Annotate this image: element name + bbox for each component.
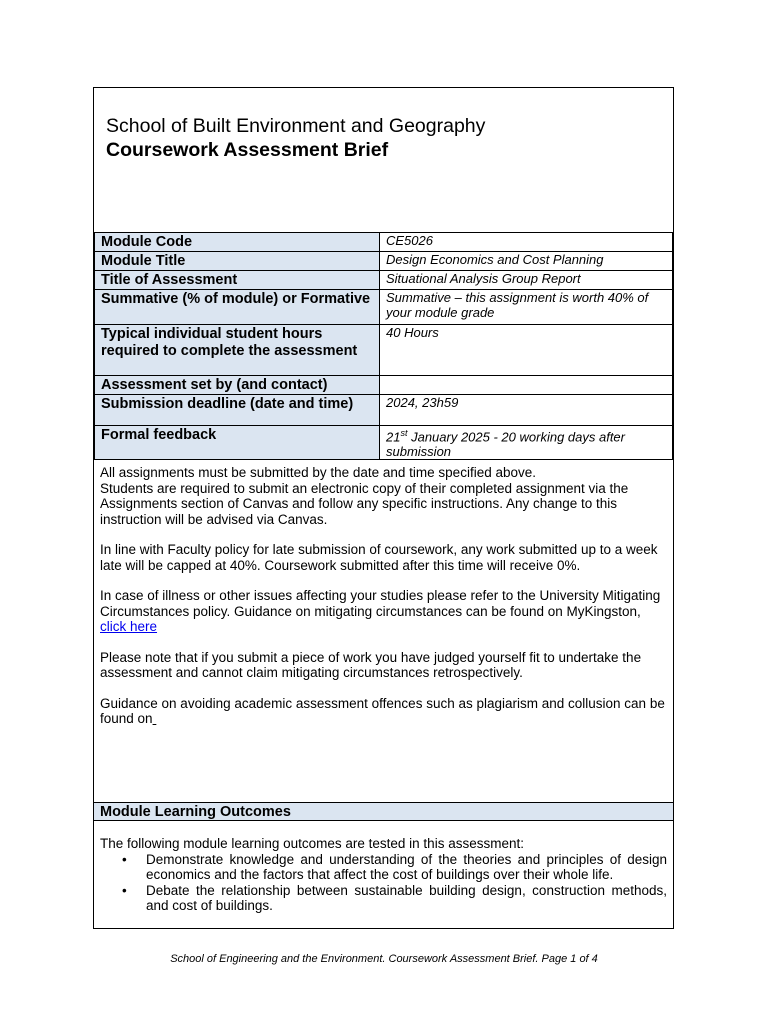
mitigating-paragraph <box>100 588 665 635</box>
row-value: CE5026 <box>380 233 673 252</box>
deadline-note: All assignments must be submitted by the date and time specified above. <box>100 465 536 480</box>
school-name: School of Built Environment and Geography <box>106 115 486 137</box>
table-row <box>95 271 673 290</box>
offences-paragraph <box>100 696 665 727</box>
instructions-paragraph <box>100 465 665 527</box>
list-item <box>100 883 667 914</box>
page-footer: School of Engineering and the Environment. Coursework Assessment Brief. Page 1 of 4 <box>170 953 598 965</box>
feedback-day-suffix: st <box>400 428 408 438</box>
row-value <box>380 376 673 395</box>
row-value: Design Economics and Cost Planning <box>380 252 673 271</box>
outcome-text: Debate the relationship between sustainable building design, construction methods, and cost of buildings. <box>146 882 667 913</box>
list-item <box>100 852 667 883</box>
row-value <box>380 426 673 460</box>
late-policy-paragraph: In line with Faculty policy for late submission of coursework, any work submitted up to a week late will be capped at 40%. Coursework submitted after this time will receive 0%. <box>100 542 658 573</box>
mitigating-text: In case of illness or other issues affecting your studies please refer to the University Mitigating Circumstances policy. Guidance on mitigating circumstances can be found on MyKingston, <box>100 588 661 619</box>
row-label: Summative (% of module) or Formative <box>95 290 380 325</box>
row-label: Module Code <box>95 233 380 252</box>
table-row <box>95 426 673 460</box>
fit-to-sit-paragraph: Please note that if you submit a piece of work you have judged yourself fit to undertake the assessment and cannot claim mitigating circumstances retrospectively. <box>100 649 642 680</box>
row-label: Typical individual student hours required to complete the assessment <box>95 325 380 376</box>
table-row <box>95 290 673 325</box>
table-row <box>95 376 673 395</box>
click-here-link[interactable]: click here <box>100 619 158 634</box>
brief-title: Coursework Assessment Brief <box>106 139 389 161</box>
assessment-info-table <box>94 232 673 460</box>
table-row <box>95 395 673 426</box>
row-label: Submission deadline (date and time) <box>95 395 380 426</box>
brief-frame <box>93 87 674 929</box>
row-value: Situational Analysis Group Report <box>380 271 673 290</box>
bullet-icon: • <box>122 882 127 898</box>
row-value: 2024, 23h59 <box>380 395 673 426</box>
submission-instructions <box>100 465 665 742</box>
header <box>106 114 485 162</box>
row-label: Formal feedback <box>95 426 380 460</box>
learning-outcomes <box>100 836 667 914</box>
table-row <box>95 252 673 271</box>
learning-outcomes-intro: The following module learning outcomes are tested in this assessment: <box>100 836 524 851</box>
learning-outcomes-heading: Module Learning Outcomes <box>94 802 673 821</box>
feedback-rest: January 2025 - 20 working days after submission <box>386 429 625 460</box>
bullet-icon: • <box>122 851 127 867</box>
row-label: Title of Assessment <box>95 271 380 290</box>
outcome-text: Demonstrate knowledge and understanding of the theories and principles of design economics and the factors that affect the cost of buildings over their whole life. <box>146 851 667 882</box>
learning-outcomes-list <box>100 852 667 914</box>
offences-text: Guidance on avoiding academic assessment offences such as plagiarism and collusion can be found on <box>100 695 665 726</box>
submission-note: Students are required to submit an electronic copy of their completed assignment via the Assignments section of Canvas and follow any specific instructions. Any change to this instruction will be advised via Canvas. <box>100 480 629 527</box>
row-value: Summative – this assignment is worth 40% of your module grade <box>380 290 673 325</box>
row-label: Assessment set by (and contact) <box>95 376 380 395</box>
row-value: 40 Hours <box>380 325 673 376</box>
table-row <box>95 325 673 376</box>
table-row <box>95 233 673 252</box>
row-label: Module Title <box>95 252 380 271</box>
feedback-day: 21 <box>386 429 401 445</box>
